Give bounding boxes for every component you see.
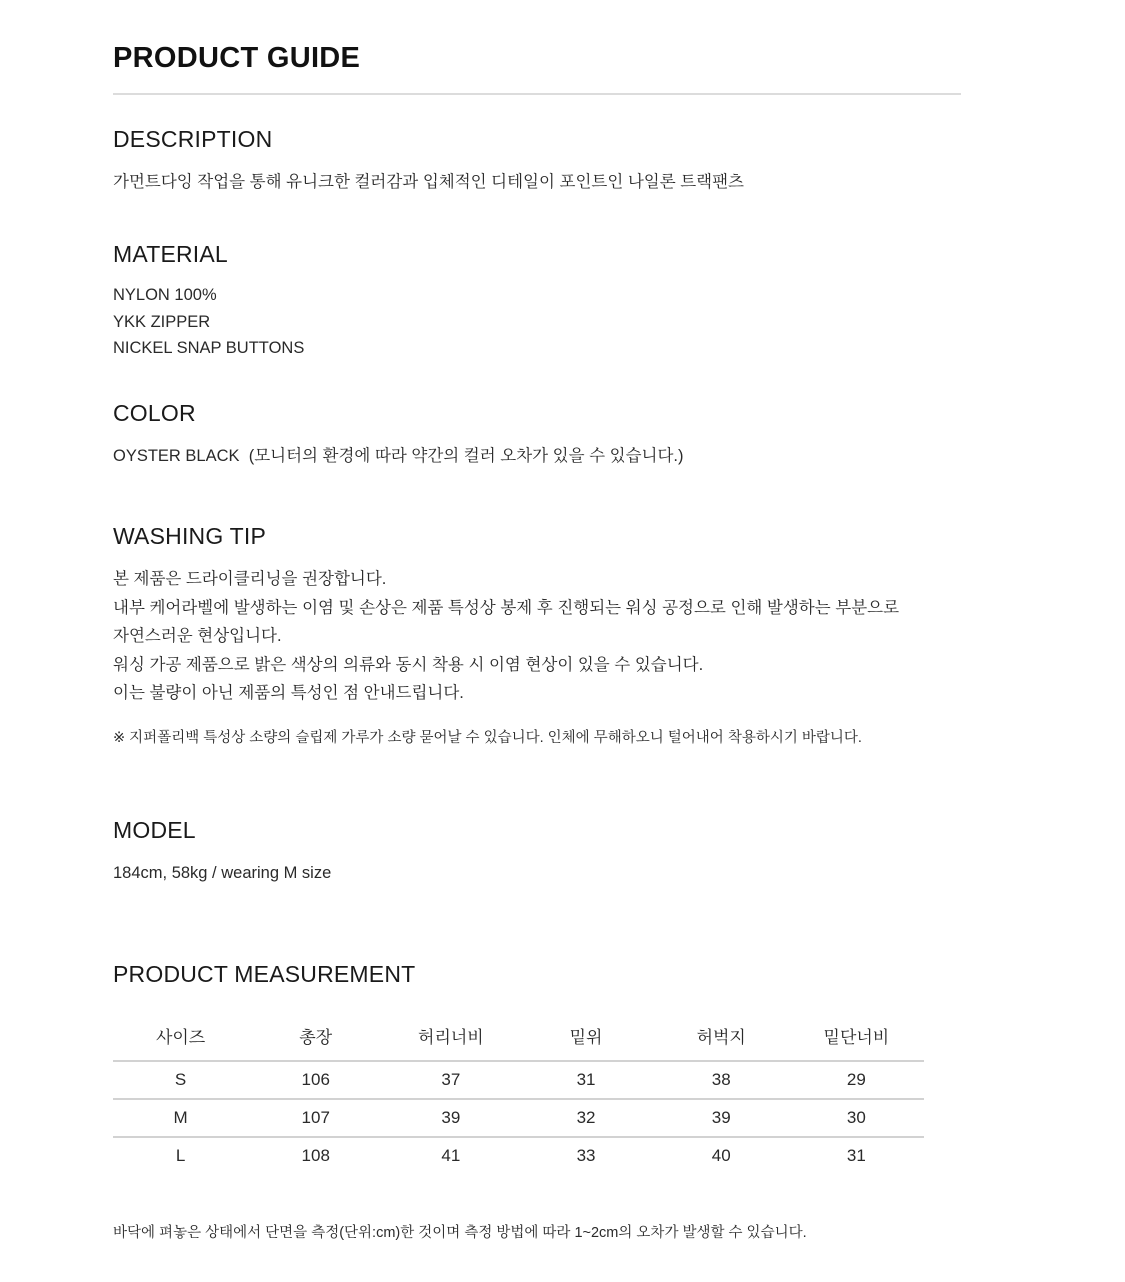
washing-line: 워싱 가공 제품으로 밝은 색상의 의류와 동시 착용 시 이염 현상이 있을 수 있습니다. [113, 655, 704, 674]
section-heading: MODEL [113, 817, 196, 843]
column-header-total-length: 총장 [248, 1010, 383, 1061]
section-heading: WASHING TIP [113, 523, 266, 549]
washing-line: 이는 불량이 아닌 제품의 특성인 점 안내드립니다. [113, 684, 464, 702]
table-cell: 31 [518, 1061, 653, 1099]
title-divider [113, 93, 961, 95]
size-table [113, 1010, 924, 1174]
column-header-thigh: 허벅지 [654, 1010, 789, 1061]
section-heading: DESCRIPTION [113, 126, 273, 152]
material-line: YKK ZIPPER [113, 312, 211, 331]
washing-note: ※ 지퍼폴리백 특성상 소량의 슬립제 가루가 소량 묻어날 수 있습니다. 인체에 무해하오니 털어내어 착용하시기 바랍니다. [113, 729, 862, 746]
table-cell: 39 [383, 1099, 518, 1137]
table-cell: 40 [711, 1146, 731, 1165]
material-section [113, 239, 963, 362]
table-cell: 107 [248, 1099, 383, 1137]
measurement-section [113, 959, 963, 989]
table-cell: 32 [518, 1099, 653, 1137]
table-header-row [113, 1010, 924, 1061]
table-cell: 38 [654, 1061, 789, 1099]
column-header-hem: 밑단너비 [789, 1010, 924, 1061]
description-section [113, 124, 963, 197]
table-cell: L [175, 1146, 186, 1165]
column-header-waist: 허리너비 [383, 1010, 518, 1061]
description-text: 가먼트다잉 작업을 통해 유니크한 컬러감과 입체적인 디테일이 포인트인 나일론 트랙팬츠 [113, 173, 745, 191]
table-cell: 106 [248, 1061, 383, 1099]
material-line: NYLON 100% [113, 286, 217, 304]
table-cell: M [113, 1099, 248, 1137]
section-heading: COLOR [113, 400, 196, 426]
table-row [113, 1061, 924, 1099]
table-cell: 37 [383, 1061, 518, 1099]
table-cell: 39 [654, 1099, 789, 1137]
table-cell: 29 [789, 1061, 924, 1099]
washing-line: 내부 케어라벨에 발생하는 이염 및 손상은 제품 특성상 봉제 후 진행되는 워싱 공정으로 인해 발생하는 부분으로 [113, 598, 900, 617]
column-header-size: 사이즈 [113, 1010, 248, 1061]
table-cell: 108 [301, 1146, 330, 1165]
washing-line: 자연스러운 현상입니다. [113, 627, 282, 645]
model-section [113, 815, 963, 888]
table-cell: S [113, 1061, 248, 1099]
table-cell: 30 [789, 1099, 924, 1137]
section-heading: MATERIAL [113, 241, 228, 267]
measurement-footnote: 바닥에 펴놓은 상태에서 단면을 측정(단위:cm)한 것이며 측정 방법에 따라 1~2cm의 오차가 발생할 수 있습니다. [113, 1225, 807, 1241]
color-text: OYSTER BLACK (모니터의 환경에 따라 약간의 컬러 오차가 있을 수 있습니다.) [113, 447, 684, 465]
table-row [113, 1137, 924, 1174]
table-cell: 31 [846, 1146, 866, 1165]
table-cell: 41 [441, 1146, 461, 1165]
color-section [113, 398, 963, 471]
column-header-rise: 밑위 [518, 1010, 653, 1061]
model-text: 184cm, 58kg / wearing M size [113, 864, 332, 882]
table-row [113, 1099, 924, 1137]
material-line: NICKEL SNAP BUTTONS [113, 339, 305, 357]
page-title: PRODUCT GUIDE [113, 42, 361, 74]
washing-line: 본 제품은 드라이클리닝을 권장합니다. [113, 570, 387, 588]
section-heading: PRODUCT MEASUREMENT [113, 961, 416, 987]
washing-tip-section [113, 521, 963, 764]
table-cell: 33 [576, 1146, 596, 1165]
